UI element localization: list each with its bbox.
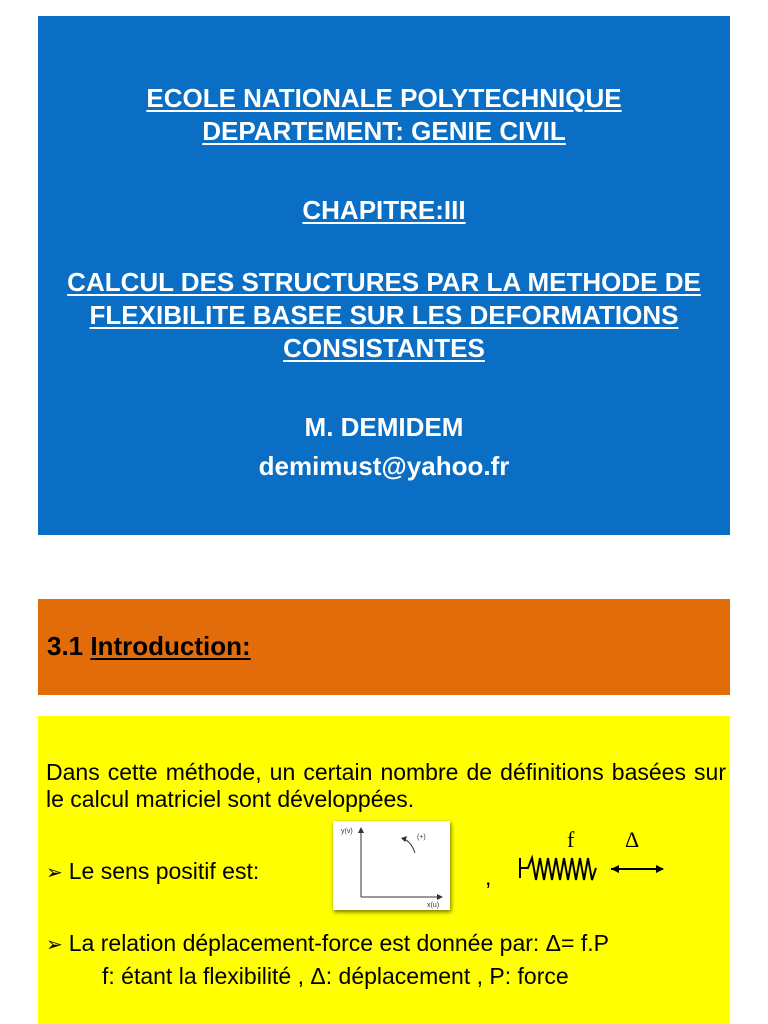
bullet-relation [46, 930, 609, 959]
spring-icon [516, 828, 666, 888]
bullet-positive-sense-text: Le sens positif est: [68, 858, 260, 884]
chapter-title: CHAPITRE:III [302, 195, 466, 225]
section-header [38, 599, 730, 695]
bullet-relation-text: La relation déplacement-force est donnée par: Δ= f.P [68, 930, 609, 956]
author-name: M. DEMIDEM [304, 412, 464, 442]
arrow-bullet-icon: ➢ [46, 934, 63, 956]
department: DEPARTEMENT: GENIE CIVIL [202, 116, 566, 146]
subject-title: CALCUL DES STRUCTURES PAR LA METHODE DE FLEXIBILITE BASEE SUR LES DEFORMATIONS CONSISTANTES [67, 267, 701, 363]
axes-diagram [333, 821, 450, 910]
intro-paragraph: Dans cette méthode, un certain nombre de définitions basées sur le calcul matriciel sont développées. [46, 759, 726, 812]
spring-delta-label: Δ [625, 827, 640, 852]
author-email: demimust@yahoo.fr [258, 451, 510, 481]
section-title: Introduction: [90, 631, 251, 661]
rotation-sign-label: (+) [417, 834, 426, 841]
spring-f-label: f [567, 827, 575, 852]
y-axis-label: y(v) [341, 828, 353, 835]
title-slide [38, 16, 730, 535]
content-panel [38, 716, 730, 1024]
comma-separator: , [485, 864, 492, 890]
arrow-bullet-icon: ➢ [46, 862, 63, 884]
bullet-positive-sense [46, 858, 259, 887]
section-number: 3.1 [47, 631, 84, 661]
relation-definitions: f: étant la flexibilité , Δ: déplacement , P: force [102, 963, 569, 989]
school-name: ECOLE NATIONALE POLYTECHNIQUE [146, 83, 622, 113]
x-axis-label: x(u) [427, 902, 440, 909]
